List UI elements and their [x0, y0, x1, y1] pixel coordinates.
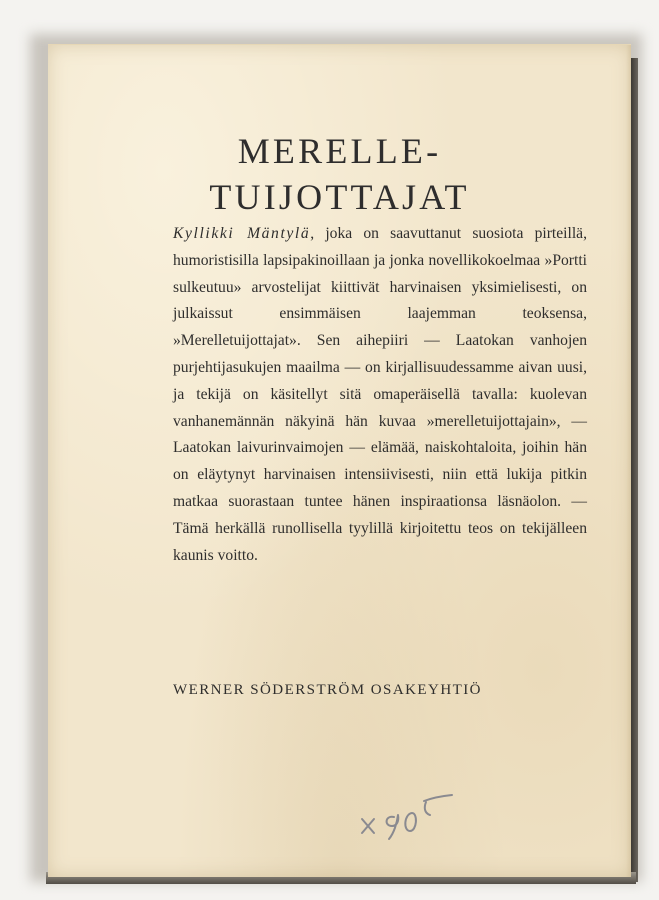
book-title-line-2: TUIJOTTAJAT	[209, 177, 470, 217]
book-blurb	[173, 221, 587, 569]
author-name: Kyllikki Mäntylä	[173, 225, 311, 242]
pencil-price-mark	[354, 793, 464, 843]
book-title-line-1: MERELLE-	[237, 131, 442, 171]
dust-jacket-back	[48, 44, 631, 877]
blurb-text: , joka on saavuttanut suosiota pirteillä, humoristisilla lapsipakinoillaan ja jonka novellikokoelmaa »Portti sulkeutuu» arvostelijat kiittivät harvinaisen yksimielisesti, on julkaissut ensimmäisen laajemman teoksensa, »Merelletuijottajat». Sen aihepiiri — Laatokan vanhojen purjehtijasukujen maailma — on kirjallisuudessamme aivan uusi, ja tekijä on käsitellyt sitä omaperäisellä tavalla: kuolevan vanhanemännän näkyinä hän kuvaa »merelletuijottajain», — Laatokan laivurinvaimojen — elämää, naiskohtaloita, joihin hän on eläytynyt harvinaisen intensiivisesti, niin että lukija pitkin matkaa suorastaan tuntee hänen inspiraationsa läsnäolon. — Tämä herkällä runollisella tyylillä kirjoitettu teos on tekijälleen kaunis voitto.	[173, 225, 587, 564]
publisher-name: WERNER SÖDERSTRÖM OSAKEYHTIÖ	[173, 682, 482, 698]
